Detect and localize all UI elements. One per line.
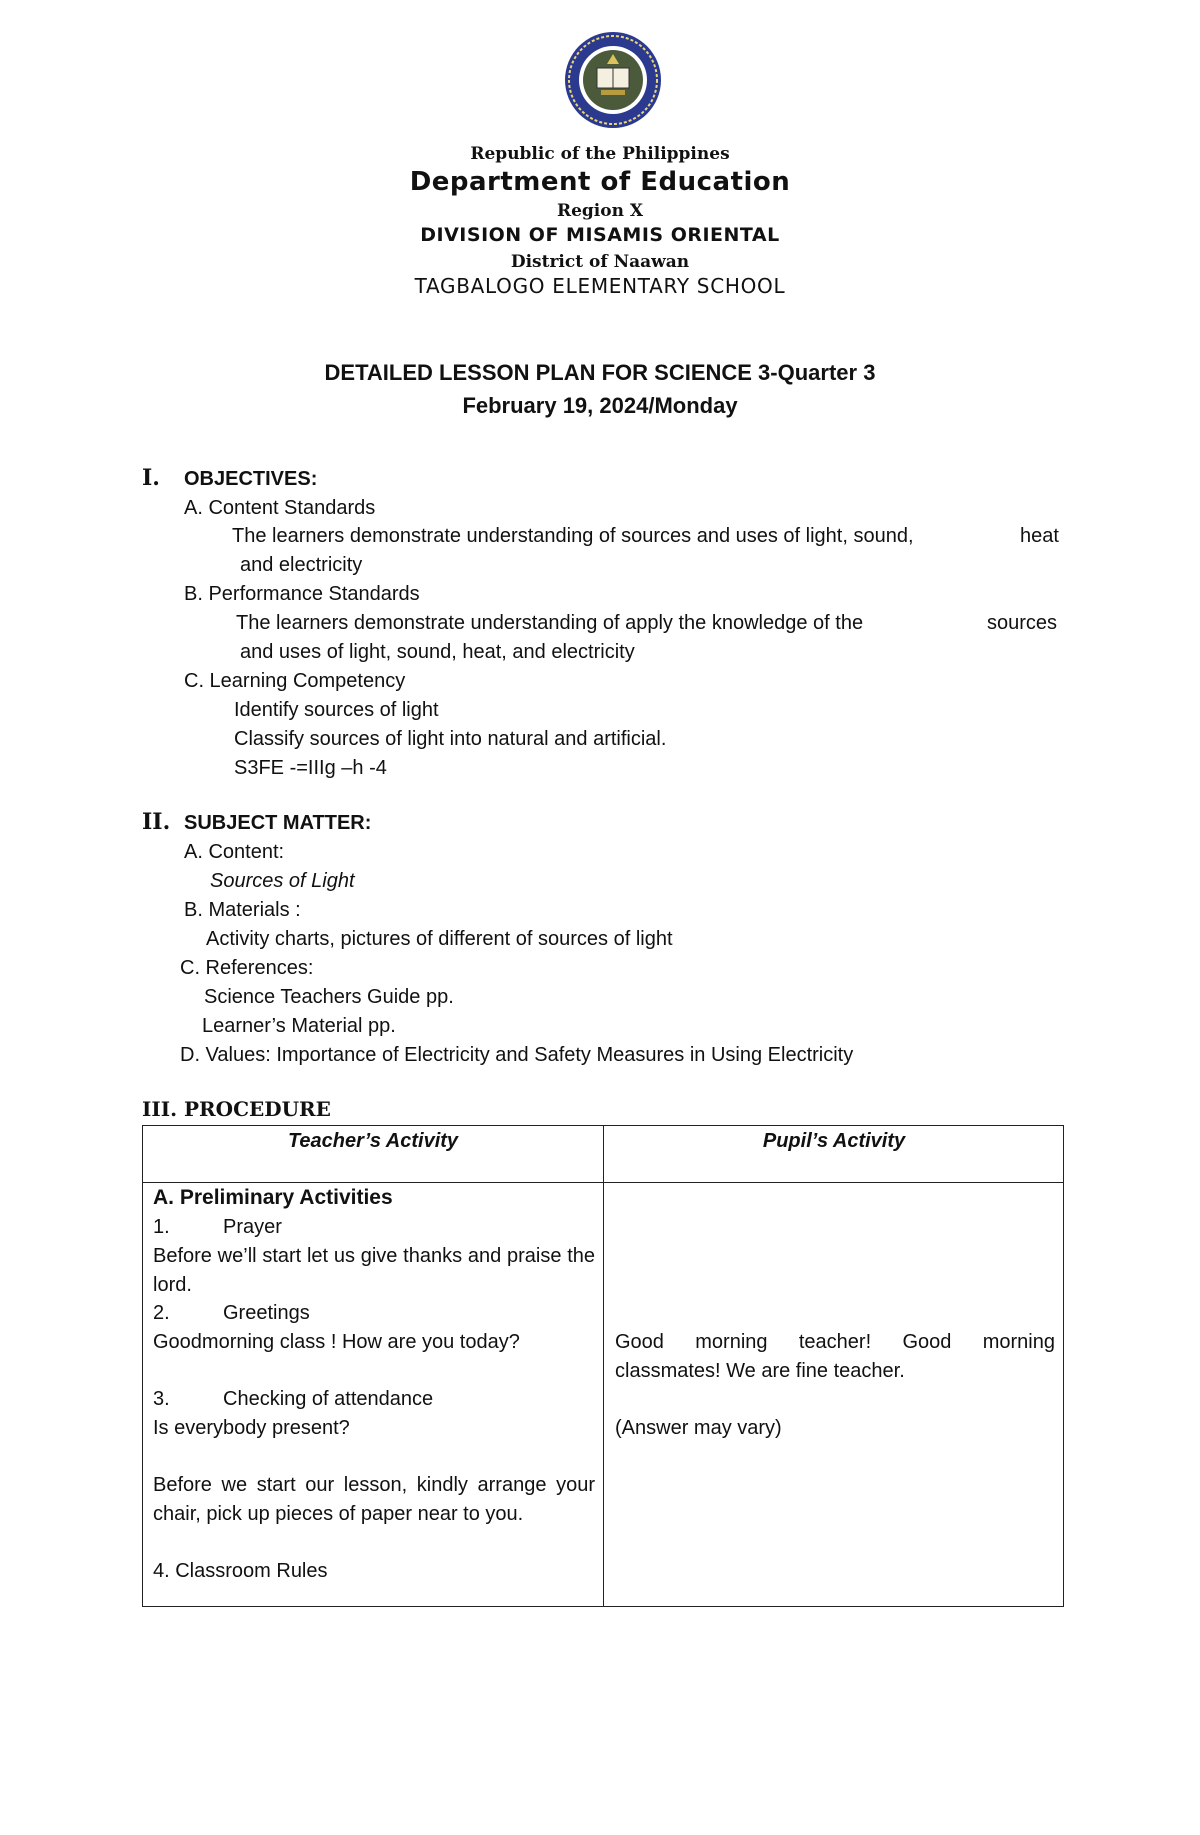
attendance-item [153,1385,433,1414]
procedure-heading-text: III. PROCEDURE [142,1097,331,1121]
prayer-number: 1. [153,1216,170,1238]
prayer-label: Prayer [223,1216,282,1238]
greetings-item [153,1299,310,1328]
school-name: TAGBALOGO ELEMENTARY SCHOOL [414,274,786,298]
reference-item: Learner’s Material pp. [202,1015,396,1037]
attendance-label: Checking of attendance [223,1388,434,1410]
lesson-date: February 19, 2024/Monday [462,393,738,418]
pupil-attendance-response: (Answer may vary) [615,1417,782,1439]
attendance-text: Is everybody present? [153,1417,350,1439]
procedure-table [142,1125,1064,1607]
procedure-heading [142,1095,331,1124]
lesson-plan-title: DETAILED LESSON PLAN FOR SCIENCE 3-Quarter 3 [324,360,876,385]
content-standards-text-end: heat [1020,525,1059,547]
content-topic: Sources of Light [210,870,355,892]
arrange-instructions: Before we start our lesson, kindly arrange your chair, pick up pieces of paper near to you. [153,1474,595,1525]
republic-line: Republic of the Philippines [470,144,730,164]
performance-standards-text-cont: and uses of light, sound, heat, and electricity [240,641,635,663]
performance-standards-label: B. Performance Standards [184,583,420,605]
district-line: District of Naawan [510,252,690,272]
reference-item: Science Teachers Guide pp. [204,986,454,1008]
subject-matter-numeral: II. [142,809,171,835]
objectives-heading: OBJECTIVES: [184,468,318,490]
pupil-activity-header: Pupil’s Activity [762,1130,906,1152]
content-standards-text-cont: and electricity [240,554,363,576]
greetings-text: Goodmorning class ! How are you today? [153,1331,520,1353]
preliminary-activities-heading: A. Preliminary Activities [153,1186,393,1209]
school-seal [563,30,663,130]
prayer-item [153,1213,282,1242]
competency-code: S3FE -=IIIg –h -4 [234,757,387,779]
objectives-numeral: I. [142,465,160,491]
teacher-activity-header: Teacher’s Activity [287,1130,459,1152]
competency-item: Classify sources of light into natural and artificial. [234,728,667,750]
learning-competency-label: C. Learning Competency [184,670,406,692]
content-standards-text: The learners demonstrate understanding of sources and uses of light, sound, [232,525,914,547]
table-header-divider [143,1182,1063,1183]
content-standards-label: A. Content Standards [184,497,376,519]
table-column-divider [603,1126,604,1606]
attendance-number: 3. [153,1388,170,1410]
performance-standards-text-end: sources [987,612,1058,634]
competency-item: Identify sources of light [234,699,439,721]
materials-label: B. Materials : [184,899,301,921]
references-label: C. References: [180,957,314,979]
materials-text: Activity charts, pictures of different of sources of light [206,928,673,950]
prayer-text: Before we’ll start let us give thanks and praise the lord. [153,1245,595,1296]
pupil-greeting-response: Good morning teacher! Good morning classmates! We are fine teacher. [615,1331,1055,1382]
greetings-number: 2. [153,1302,170,1324]
division-line: DIVISION OF MISAMIS ORIENTAL [420,224,780,246]
values-text: D. Values: Importance of Electricity and Safety Measures in Using Electricity [180,1044,854,1066]
greetings-label: Greetings [223,1302,310,1324]
region-line: Region X [556,201,644,221]
subject-matter-heading: SUBJECT MATTER: [184,812,372,834]
classroom-rules-item: 4. Classroom Rules [153,1560,328,1582]
department-title: Department of Education [409,167,791,197]
content-label: A. Content: [184,841,285,863]
performance-standards-text: The learners demonstrate understanding of apply the knowledge of the [236,612,864,634]
